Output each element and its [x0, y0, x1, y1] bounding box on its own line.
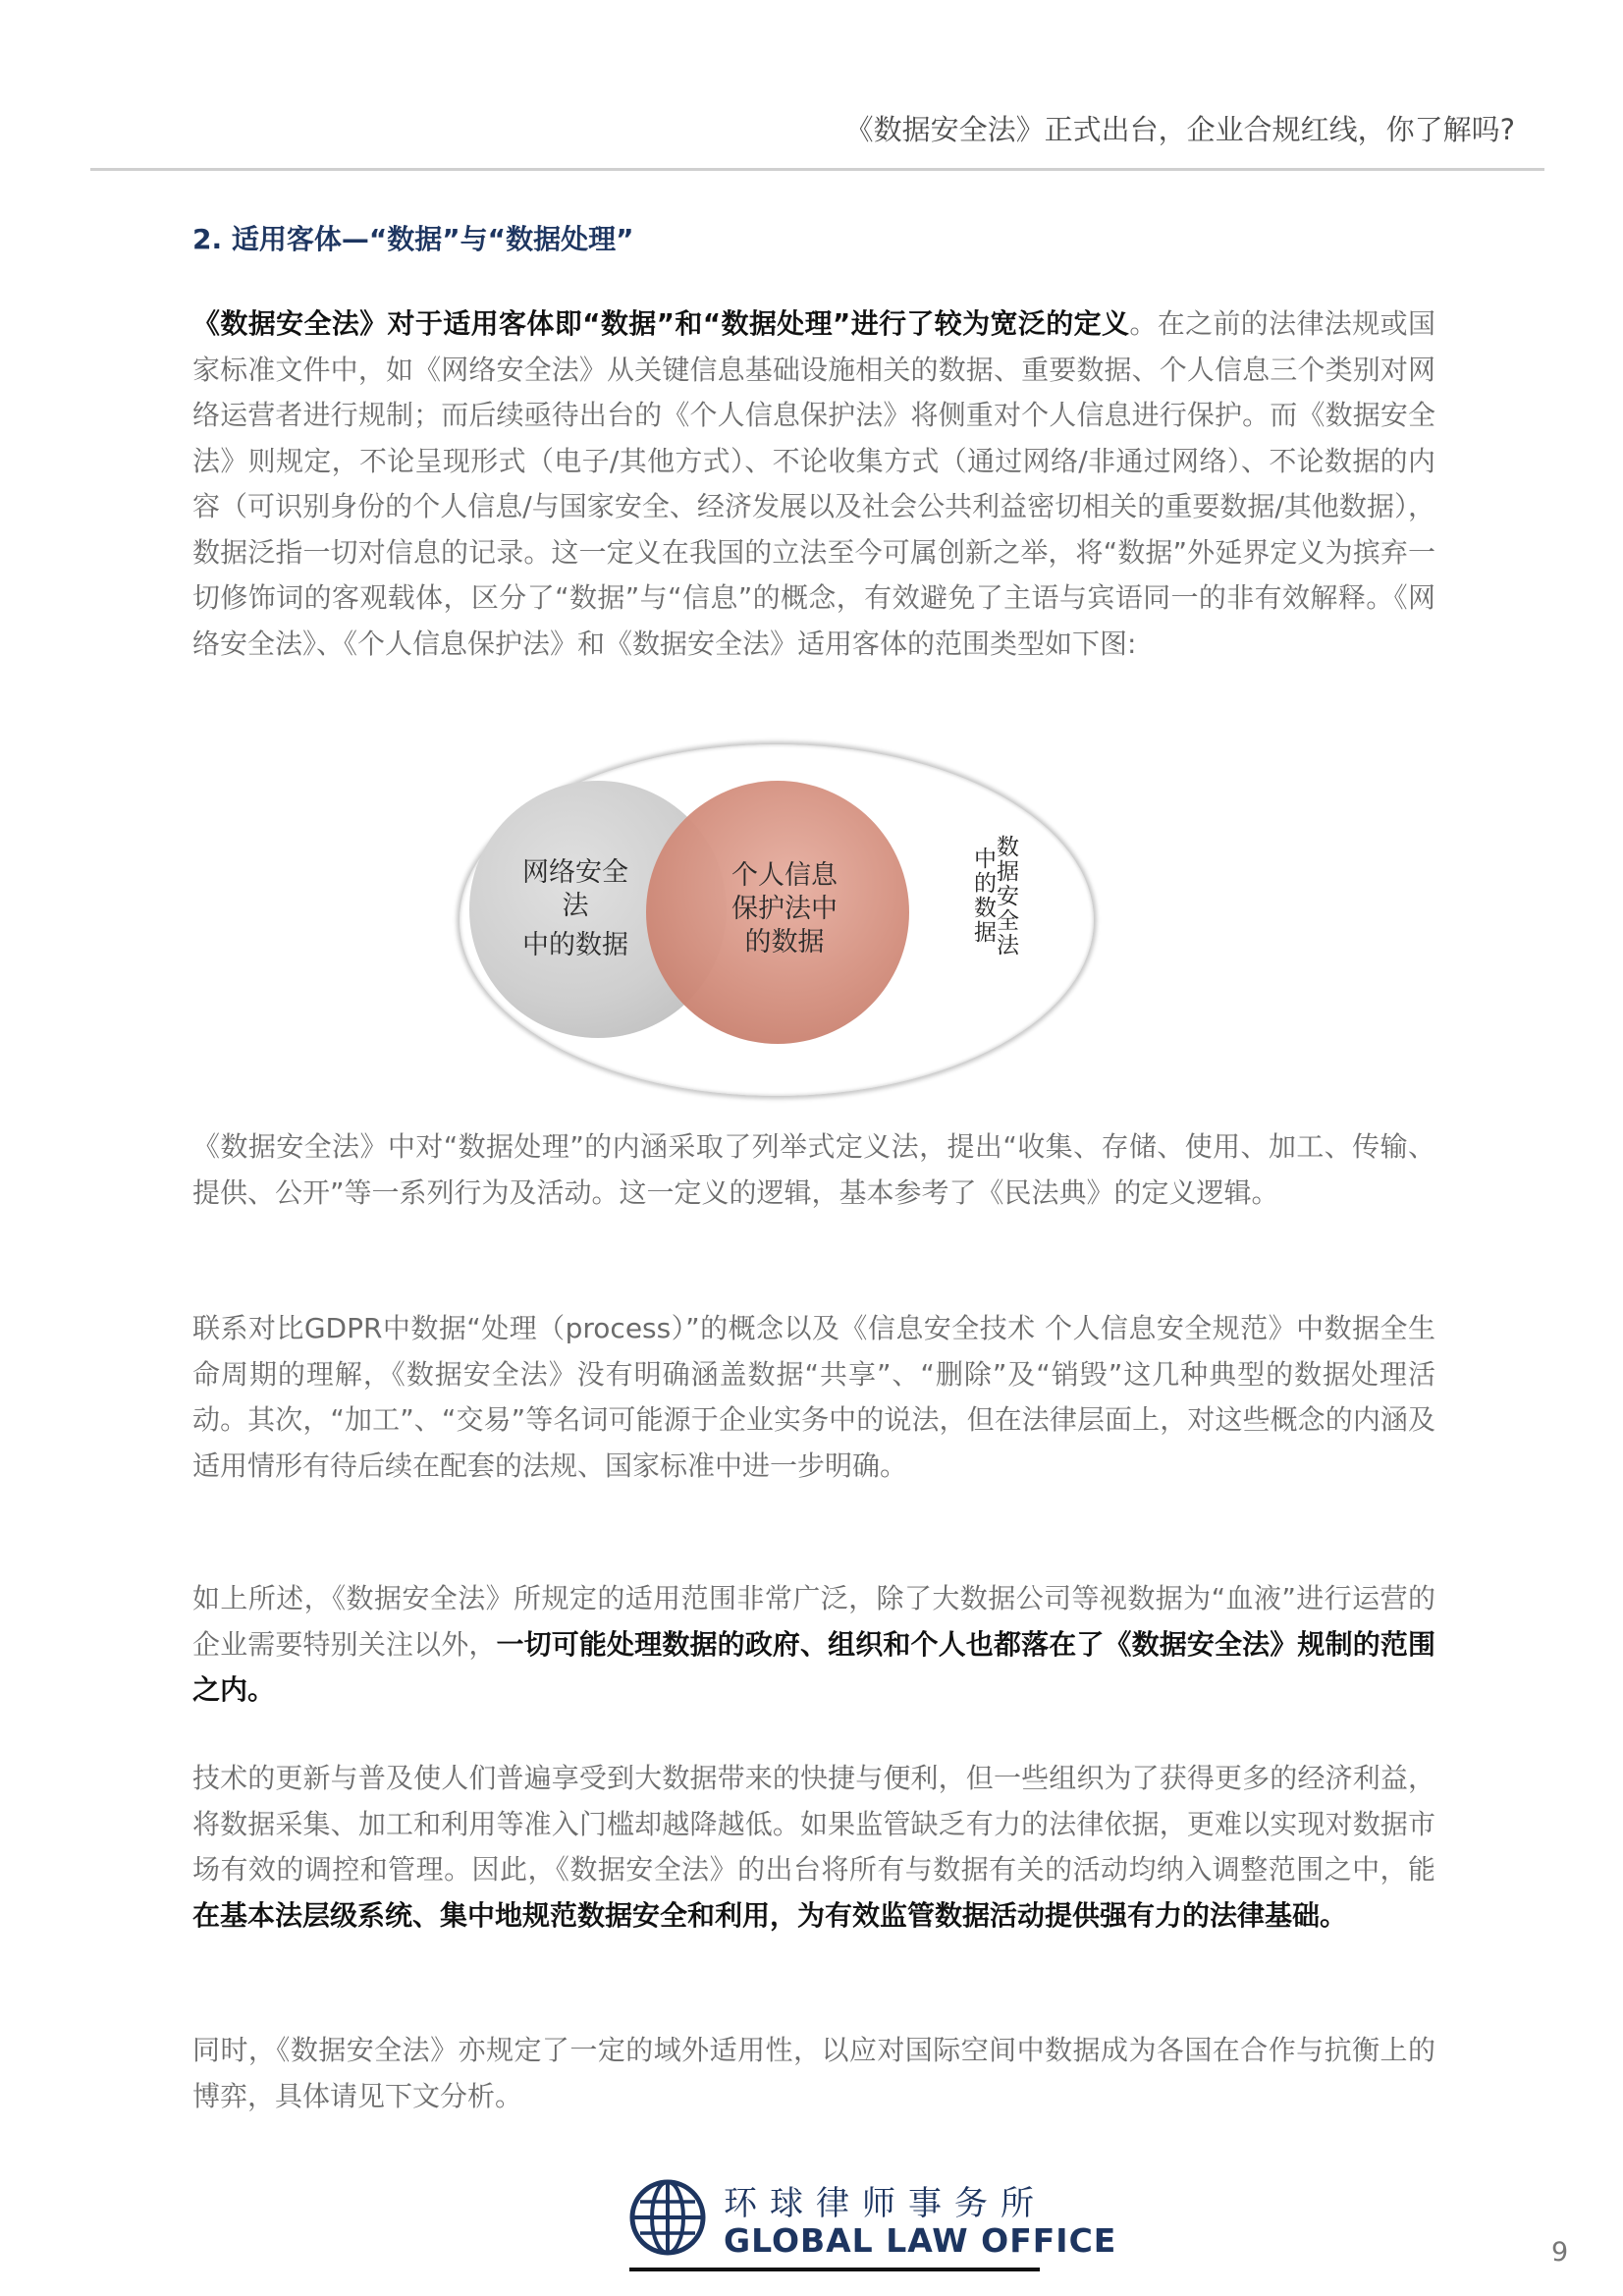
paragraph-2-text: 《数据安全法》中对“数据处理”的内涵采取了列举式定义法，提出“收集、存储、使用、加工、传输、提供、公开”等一系列行为及活动。这一定义的逻辑，基本参考了《民法典》的定义逻辑。 — [192, 1130, 1435, 1209]
paragraph-1 — [192, 301, 1435, 667]
paragraph-2 — [192, 1124, 1435, 1216]
paragraph-4 — [192, 1576, 1435, 1714]
paragraph-4-bold: 一切可能处理数据的政府、组织和个人也都落在了《数据安全法》规制的范围之内。 — [192, 1627, 1435, 1706]
center-label-line-3: 的数据 — [744, 927, 825, 957]
header-divider — [90, 168, 1544, 171]
firm-name-en: GLOBAL LAW OFFICE — [724, 2221, 1117, 2260]
left-label-line-2: 法 — [562, 891, 589, 921]
circle-left-label — [497, 856, 654, 962]
paragraph-5 — [192, 1756, 1435, 1939]
circle-right-label — [711, 859, 858, 959]
center-label-line-1: 个人信息 — [731, 860, 838, 891]
paragraph-6 — [192, 2028, 1435, 2119]
paragraph-6-text: 同时，《数据安全法》亦规定了一定的域外适用性，以应对国际空间中数据成为各国在合作与抗衡上的博弈，具体请见下文分析。 — [192, 2034, 1435, 2112]
paragraph-1-bold: 《数据安全法》对于适用客体即“数据”和“数据处理”进行了较为宽泛的定义 — [192, 307, 1130, 340]
firm-name-cn: 环球律师事务所 — [724, 2184, 1047, 2223]
left-label-line-1: 网络安全 — [522, 857, 628, 888]
outer-label-column-2: 中的数据 — [970, 847, 996, 945]
left-label-line-3: 中的数据 — [522, 930, 628, 960]
center-label-line-2: 保护法中 — [731, 894, 838, 924]
paragraph-5-bold: 在基本法层级系统、集中地规范数据安全和利用，为有效监管数据活动提供强有力的法律基础。 — [192, 1898, 1348, 1932]
paragraph-1-text: 。在之前的法律法规或国家标准文件中，如《网络安全法》从关键信息基础设施相关的数据、重要数据、个人信息三个类别对网络运营者进行规制；而后续亟待出台的《个人信息保护法》将侧重对个人信息进行保护。而《数据安全法》则规定，不论呈现形式（电子/其他方式）、不论收集方式（通过网络/非通过网络）、不论数据的内容（可识别身份的个人信息/与国家安全、经济发展以及社会公共利益密切相关的重要数据/其他数据），数据泛指一切对信息的记录。这一定义在我国的立法至今可属创新之举，将“数据”外延界定义为摈弃一切修饰词的客观载体，区分了“数据”与“信息”的概念，有效避免了主语与宾语同一的非有效解释。《网络安全法》、《个人信息保护法》和《数据安全法》适用客体的范围类型如下图: — [192, 307, 1435, 660]
section-heading: 2. 适用客体—“数据”与“数据处理” — [192, 223, 634, 255]
globe-logo-icon — [628, 2178, 707, 2257]
paragraph-4-text: 如上所述，《数据安全法》所规定的适用范围非常广泛，除了大数据公司等视数据为“血液”进行运营的企业需要特别关注以外， — [192, 1582, 1435, 1661]
footer-underline — [629, 2268, 1040, 2271]
paragraph-5-text: 技术的更新与普及使人们普遍享受到大数据带来的快捷与便利，但一些组织为了获得更多的经济利益，将数据采集、加工和利用等准入门槛却越降越低。如果监管缺乏有力的法律依据，更难以实现对数据市场有效的调控和管理。因此，《数据安全法》的出台将所有与数据有关的活动均纳入调整范围之中，能 — [192, 1762, 1435, 1886]
paragraph-3 — [192, 1306, 1435, 1489]
page-header-title: 《数据安全法》正式出台，企业合规红线，你了解吗? — [844, 113, 1515, 146]
paragraph-3-text: 联系对比GDPR中数据“处理（process）”的概念以及《信息安全技术 个人信息安全规范》中数据全生命周期的理解，《数据安全法》没有明确涵盖数据“共享”、“删除”及“销毁”这几种典型的数据处理活动。其次，“加工”、“交易”等名词可能源于企业实务中的说法，但在法律层面上，对这些概念的内涵及适用情形有待后续在配套的法规、国家标准中进一步明确。 — [192, 1312, 1435, 1482]
page-number: 9 — [1551, 2237, 1569, 2268]
venn-diagram — [448, 737, 1108, 1110]
outer-label-column-1: 数据安全法 — [993, 835, 1018, 957]
